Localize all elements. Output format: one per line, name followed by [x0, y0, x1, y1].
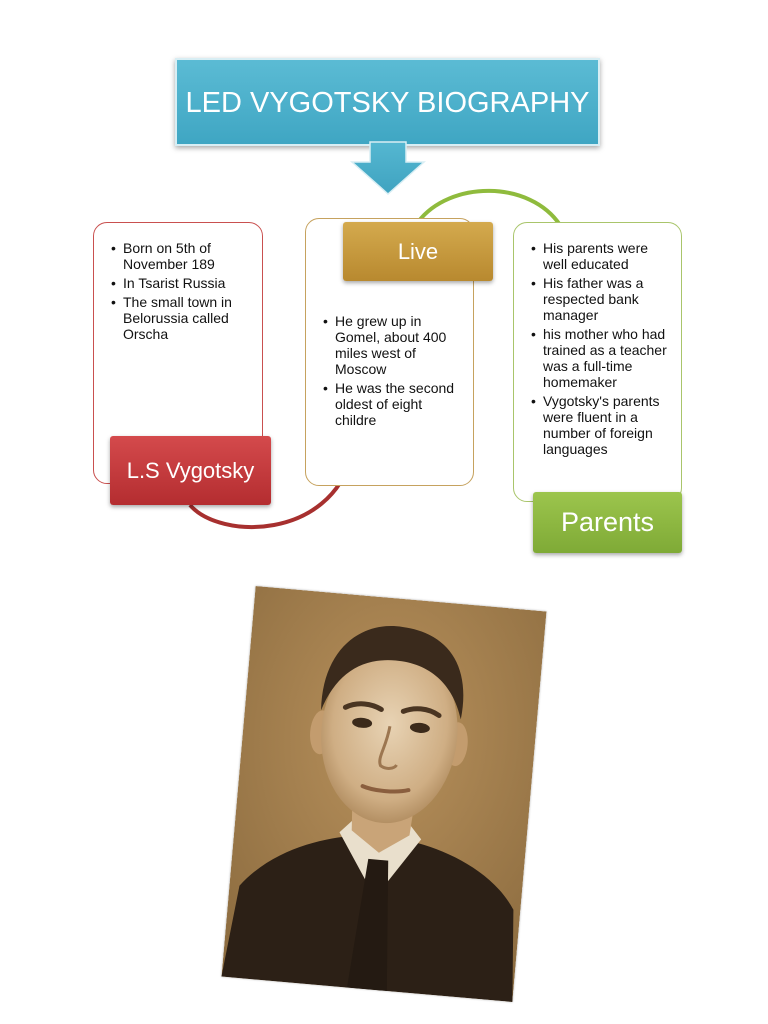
list-item: • The small town in Belorussia called Orscha	[123, 294, 256, 342]
tag-label: Parents	[560, 507, 655, 537]
down-arrow	[350, 140, 426, 196]
tag-live	[343, 222, 493, 281]
tag-vygotsky	[110, 436, 271, 505]
tag-parents	[533, 492, 682, 553]
parents-bullets	[514, 223, 681, 457]
portrait-illustration	[221, 586, 546, 1002]
list-item: • He was the second oldest of eight childre	[335, 380, 467, 428]
list-item: • In Tsarist Russia	[123, 275, 256, 291]
tag-label: L.S Vygotsky	[126, 457, 255, 483]
title-box	[175, 58, 600, 146]
list-item: • His parents were well educated	[543, 240, 675, 272]
panel-parents	[513, 222, 682, 502]
list-item: • Born on 5th of November 189	[123, 240, 256, 272]
list-item: • Vygotsky's parents were fluent in a number of foreign languages	[543, 393, 675, 457]
list-item: • his mother who had trained as a teacher was a full-time homemaker	[543, 326, 675, 390]
page-title: LED VYGOTSKY BIOGRAPHY	[185, 87, 590, 119]
tag-label: Live	[397, 238, 439, 264]
list-item: • His father was a respected bank manager	[543, 275, 675, 323]
list-item: • He grew up in Gomel, about 400 miles west of Moscow	[335, 313, 467, 377]
vygotsky-bullets	[94, 223, 262, 342]
portrait-photo	[221, 586, 546, 1002]
